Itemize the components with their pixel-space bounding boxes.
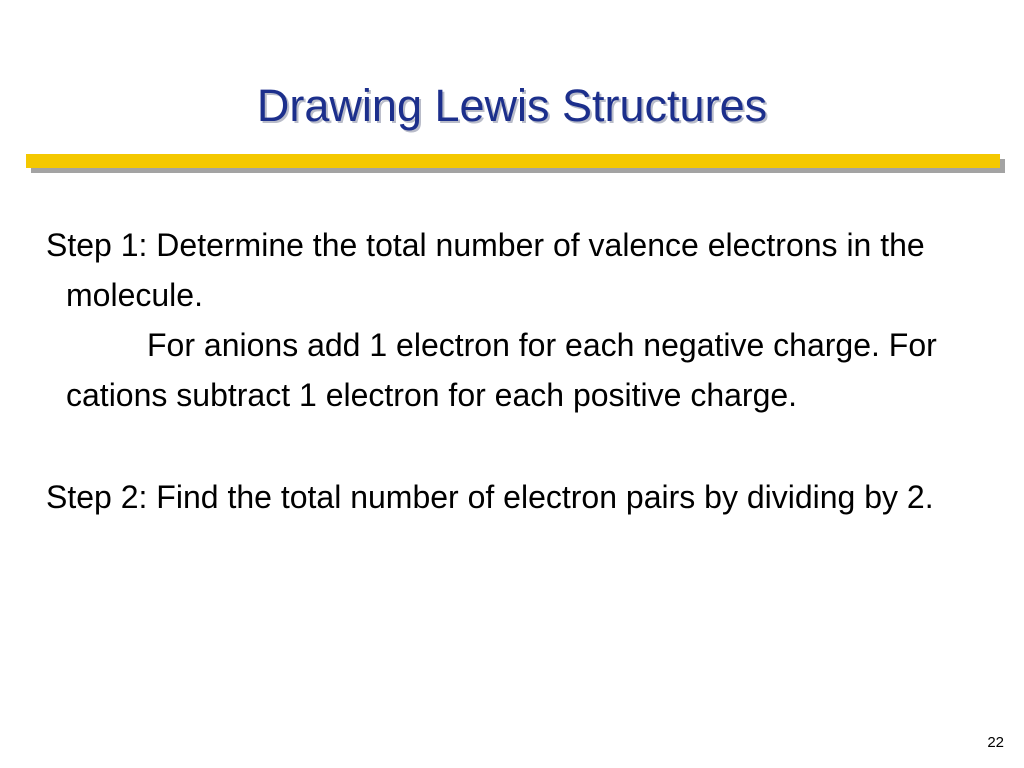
- step-2-text: Step 2: Find the total number of electron pairs by dividing by 2.: [46, 479, 934, 515]
- title-underline: [26, 154, 1000, 168]
- page-number: 22: [987, 734, 1004, 751]
- step-1-note: For anions add 1 electron for each negative charge. For cations subtract 1 electron for each positive charge.: [66, 327, 937, 413]
- slide-body: [46, 220, 946, 522]
- slide-title: Drawing Lewis Structures: [256, 80, 768, 131]
- step-1-text: Step 1: Determine the total number of valence electrons in the molecule.: [46, 227, 925, 313]
